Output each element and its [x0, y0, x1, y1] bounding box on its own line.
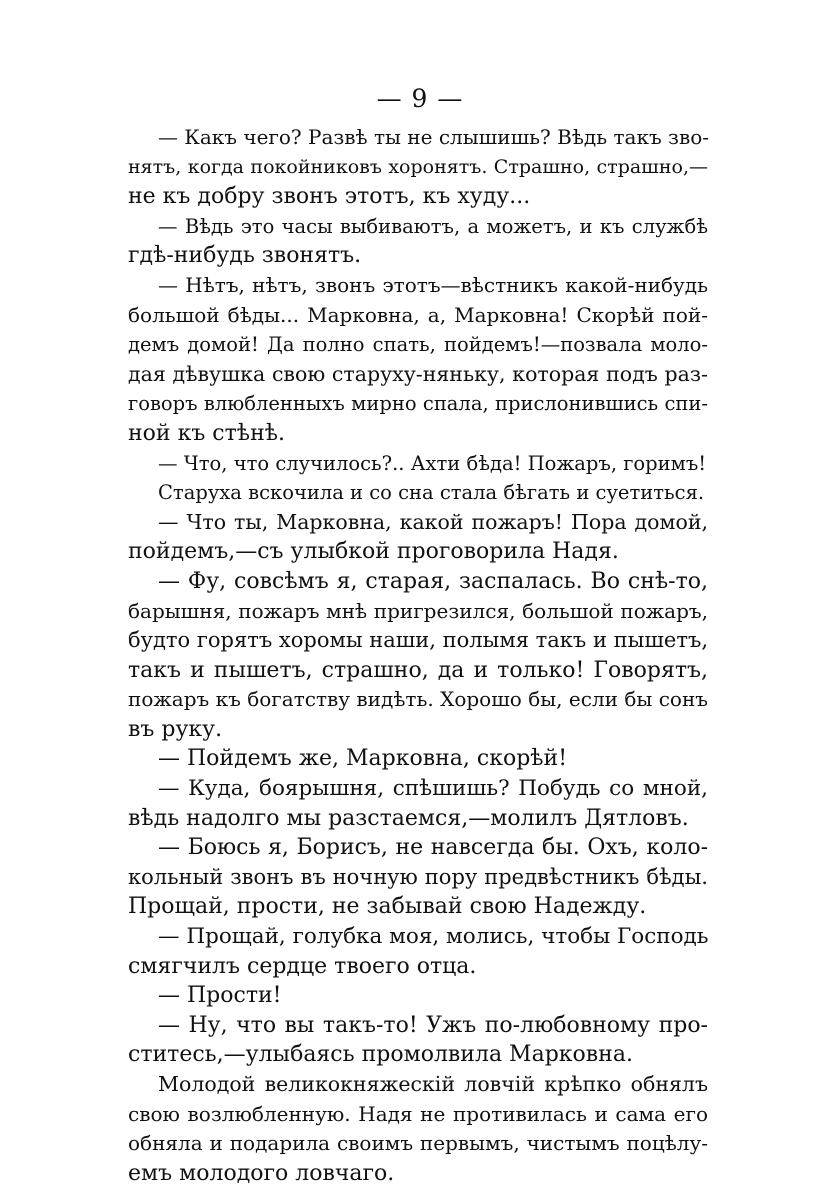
- text-line: ститесь,—улыбаясь промолвила Марковна.: [128, 1042, 633, 1068]
- text-line: — Куда, боярышня, спѣшишь? Побудь со мной,: [158, 776, 708, 802]
- paragraph: [128, 271, 708, 449]
- text-line: пойдемъ,—съ улыбкой проговорила Надя.: [128, 539, 619, 565]
- page-text: [128, 123, 708, 1188]
- paragraph: [128, 1070, 708, 1188]
- text-line: нятъ, когда покойниковъ хоронятъ. Страшно, страшно,—: [128, 155, 708, 178]
- page-number: — 9 —: [376, 84, 464, 113]
- text-line: — Что ты, Марковна, какой пожаръ! Пора домой,: [158, 509, 708, 534]
- paragraph: [128, 1011, 708, 1070]
- text-line: — Что, что случилось?.. Ахти бѣда! Пожаръ, горимъ!: [158, 451, 707, 475]
- paragraph: [128, 833, 708, 922]
- paragraph: [128, 981, 708, 1011]
- text-line: дая дѣвушка свою старуху-няньку, которая подъ раз-: [128, 361, 708, 386]
- text-line: — Вѣдь это часы выбиваютъ, а можетъ, и къ службѣ: [158, 214, 708, 238]
- text-line: Старуха вскочила и со сна стала бѣгать и суетиться.: [158, 481, 705, 505]
- text-line: обняла и подарила своимъ первымъ, чистымъ поцѣлу-: [128, 1131, 708, 1156]
- text-line: — Какъ чего? Развѣ ты не слышишь? Вѣдь такъ зво-: [158, 125, 709, 149]
- text-line: — Нѣтъ, нѣтъ, звонъ этотъ—вѣстникъ какой-нибудь: [158, 272, 708, 297]
- text-line: — Прости!: [158, 983, 282, 1009]
- text-line: — Пойдемъ же, Марковна, скорѣй!: [158, 746, 568, 772]
- text-line: — Ну, что вы такъ-то! Ужъ по-любовному про-: [158, 1012, 708, 1038]
- paragraph: [128, 567, 708, 745]
- paragraph: [128, 449, 708, 479]
- text-line: говоръ влюбленныхъ мирно спала, прислонившись спи-: [128, 392, 708, 416]
- paragraph: [128, 774, 708, 833]
- text-line: будто горятъ хоромы наши, полымя такъ и пышетъ,: [128, 628, 708, 653]
- text-line: кольный звонъ въ ночную пору предвѣстникъ бѣды.: [128, 864, 708, 889]
- text-line: пожаръ къ богатству видѣть. Хорошо бы, если бы сонъ: [128, 687, 708, 712]
- text-line: въ руку.: [128, 716, 223, 742]
- text-line: такъ и пышетъ, страшно, да и только! Говорятъ,: [128, 657, 708, 683]
- text-line: не къ добру звонъ этотъ, къ худу...: [128, 184, 531, 210]
- text-line: — Боюсь я, Борисъ, не навсегда бы. Охъ, коло-: [158, 835, 708, 861]
- text-line: — Фу, совсѣмъ я, старая, заспалась. Во снѣ-то,: [158, 568, 708, 594]
- text-line: емъ молодого ловчаго.: [128, 1160, 395, 1186]
- paragraph: [128, 922, 708, 981]
- text-line: смягчилъ сердце твоего отца.: [128, 953, 477, 979]
- text-line: большой бѣды... Марковна, а, Марковна! Скорѣй пой-: [128, 302, 708, 327]
- paragraph: [128, 123, 708, 212]
- paragraph: [128, 212, 708, 271]
- paragraph: [128, 478, 708, 508]
- text-line: гдѣ-нибудь звонятъ.: [128, 243, 362, 269]
- text-line: вѣдь надолго мы разстаемся,—молилъ Дятловъ.: [128, 805, 689, 831]
- paragraph: [128, 508, 708, 567]
- text-line: демъ домой! Да полно спать, пойдемъ!—позвала моло-: [128, 333, 708, 357]
- text-line: барышня, пожаръ мнѣ пригрезился, большой пожаръ,: [128, 598, 708, 623]
- text-line: ной къ стѣнѣ.: [128, 420, 285, 446]
- text-line: Прощай, прости, не забывай свою Надежду.: [128, 894, 647, 920]
- paragraph: [128, 744, 708, 774]
- text-line: — Прощай, голубка моя, молись, чтобы Господь: [158, 924, 709, 950]
- text-line: свою возлюбленную. Надя не противилась и сама его: [128, 1101, 708, 1126]
- text-line: Молодой великокняжескій ловчій крѣпко обнялъ: [158, 1072, 708, 1096]
